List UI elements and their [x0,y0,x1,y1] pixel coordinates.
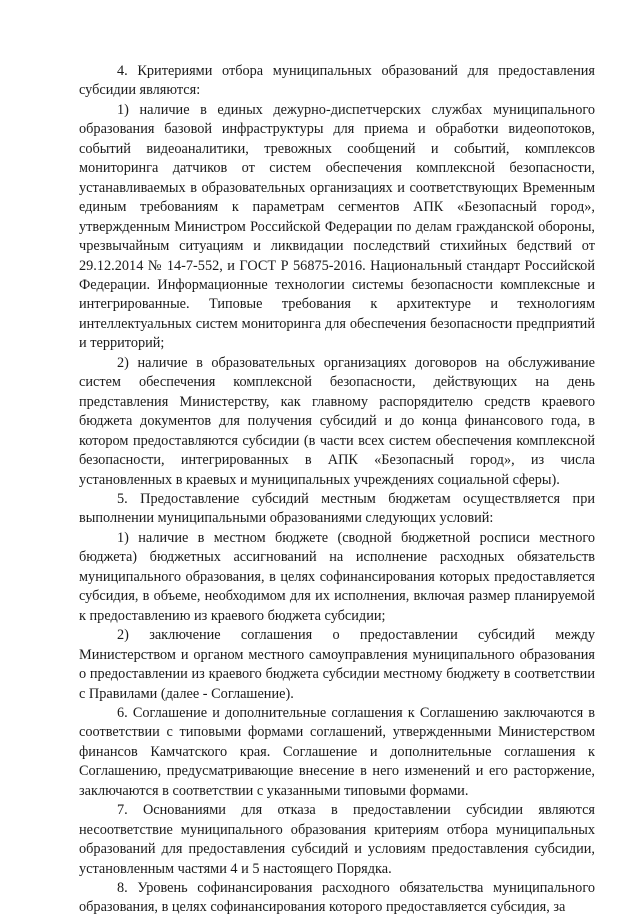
paragraph-conditions-2: 2) заключение соглашения о предоставлении субсидий между Министерством и органом местного самоуправления муниципального образования о предоставлении из краевого бюджета субсидии местному бюджету в соответствии с Правилами (далее - Соглашение). [79,627,595,702]
paragraph-agreements: 6. Соглашение и дополнительные соглашения к Соглашению заключаются в соответствии с типовыми формами соглашений, утвержденными Министерством финансов Камчатского края. Соглашение и дополнительные соглашения к Соглашению, предусматривающие внесение в него изменений и его расторжение, заключаются в соответствии с указанными типовыми формами. [79,704,595,799]
paragraph-refusal-grounds: 7. Основаниями для отказа в предоставлении субсидии являются несоответствие муниципального образования критериям отбора муниципальных образований для предоставления субсидий и условиям предоставления субсидии, установленным частями 4 и 5 настоящего Порядка. [79,802,595,877]
document-body [79,62,595,918]
paragraph-criteria-1: 1) наличие в единых дежурно-диспетчерских службах муниципального образования базовой инфраструктуры для приема и обработки видеопотоков, событий видеоаналитики, тревожных сообщений и событий, комплексов мониторинга датчиков от систем обеспечения комплексной безопасности, устанавливаемых в образовательных организациях и соответствующих Временным единым требованиям к параметрам сегментов АПК «Безопасный город», утвержденным Министром Российской Федерации по делам гражданской обороны, чрезвычайным ситуациям и ликвидации последствий стихийных бедствий от 29.12.2014 № 14-7-552, и ГОСТ Р 56875-2016. Национальный стандарт Российской Федерации. Информационные технологии системы безопасности комплексные и интегрированные. Типовые требования к архитектуре и технологиям интеллектуальных систем мониторинга для обеспечения безопасности предприятий и территорий; [79,101,595,352]
paragraph-cofinancing-level: 8. Уровень софинансирования расходного обязательства муниципального образования, в целях софинансирования которого предоставляется субсидия, за [79,880,595,916]
paragraph-conditions-1: 1) наличие в местном бюджете (сводной бюджетной росписи местного бюджета) бюджетных ассигнований на исполнение расходных обязательств муниципального образования, в целях софинансирования которых предоставляется субсидия, в объеме, необходимом для их исполнения, включая размер планируемой к предоставлению из краевого бюджета субсидии; [79,529,595,624]
paragraph-criteria-heading: 4. Критериями отбора муниципальных образований для предоставления субсидии являются: [79,63,595,99]
paragraph-conditions-heading: 5. Предоставление субсидий местным бюджетам осуществляется при выполнении муниципальными образованиями следующих условий: [79,490,595,527]
paragraph-criteria-2: 2) наличие в образовательных организациях договоров на обслуживание систем обеспечения комплексной безопасности, действующих на день представления Министерству, как главному распорядителю средств краевого бюджета документов для получения субсидий и до конца финансового года, в котором предоставляются субсидии (в части всех систем обеспечения комплексной безопасности, интегрированных в АПК «Безопасный город», из числа установленных в краевых и муниципальных учреждениях социальной сферы). [79,354,595,488]
